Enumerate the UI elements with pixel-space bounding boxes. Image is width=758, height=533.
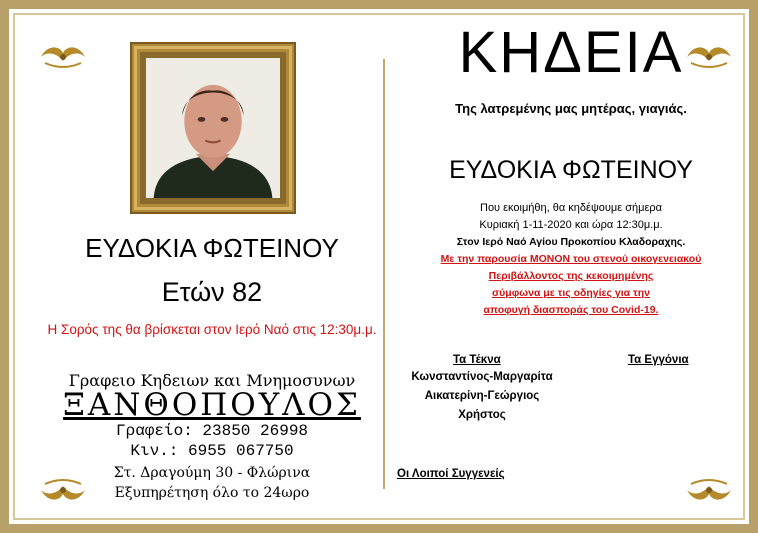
detail-line-2: Κυριακή 1-11-2020 και ώρα 12:30μ.μ. [479, 219, 663, 231]
office-title: Γραφειο Κηδειων και Μνημοσυνων [68, 371, 356, 390]
detail-line-3: Στον Ιερό Ναό Αγίου Προκοπίου Κλαδοραχης. [456, 236, 686, 248]
detail-line-1: Που εκοιμήθη, θα κηδέψουμε σήμερα [480, 202, 662, 214]
deceased-name-right: ΕΥΔΟΚΙΑ ΦΩΤΕΙΝΟΥ [449, 156, 693, 184]
covid-line-2: Περιβάλλοντος της κεκοιμημένης [488, 270, 654, 282]
grandchildren-header: Τα Εγγόνια [628, 354, 689, 366]
service-hours: Εξυπηρέτηση όλο το 24ωρο [114, 485, 310, 501]
covid-line-4: αποφυγή διασποράς του Covid-19. [483, 304, 659, 316]
portrait-photo [146, 58, 280, 198]
notice-subtitle: Της λατρεμένης μας μητέρας, γιαγιάς. [455, 101, 687, 116]
age-text: Ετών 82 [161, 277, 263, 307]
child-2: Αικατερίνη-Γεώργιος [424, 390, 540, 402]
ornament-bottom-right-icon [683, 474, 735, 506]
address-text: Στ. Δραγούμη 30 - Φλώρινα [113, 465, 311, 481]
portrait-frame [130, 42, 296, 214]
remains-notice: Η Σορός της θα βρίσκεται στον Ιερό Ναό στις 12:30μ.μ. [47, 322, 377, 337]
child-1: Κωνσταντίνος-Μαργαρίτα [411, 371, 553, 383]
mobile-phone: Κιν.: 6955 067750 [130, 442, 294, 460]
company-name: ΞΑΝΘΟΠΟΥΛΟΣ [63, 387, 361, 423]
covid-line-1: Με την παρουσία ΜΟΝΟΝ του στενού οικογενειακού [440, 253, 702, 265]
children-header: Τα Τέκνα [453, 354, 501, 366]
covid-line-3: σύμφωνα με τις οδηγίες για την [492, 287, 650, 299]
office-phone: Γραφείο: 23850 26998 [115, 422, 309, 440]
child-3: Χρήστος [458, 409, 506, 421]
notice-title: ΚΗΔΕΙΑ [458, 20, 684, 85]
ornament-top-left-icon [37, 41, 89, 73]
other-relatives: Οι Λοιποί Συγγενείς [397, 468, 505, 480]
deceased-name-left: ΕΥΔΟΚΙΑ ΦΩΤΕΙΝΟΥ [85, 233, 339, 263]
